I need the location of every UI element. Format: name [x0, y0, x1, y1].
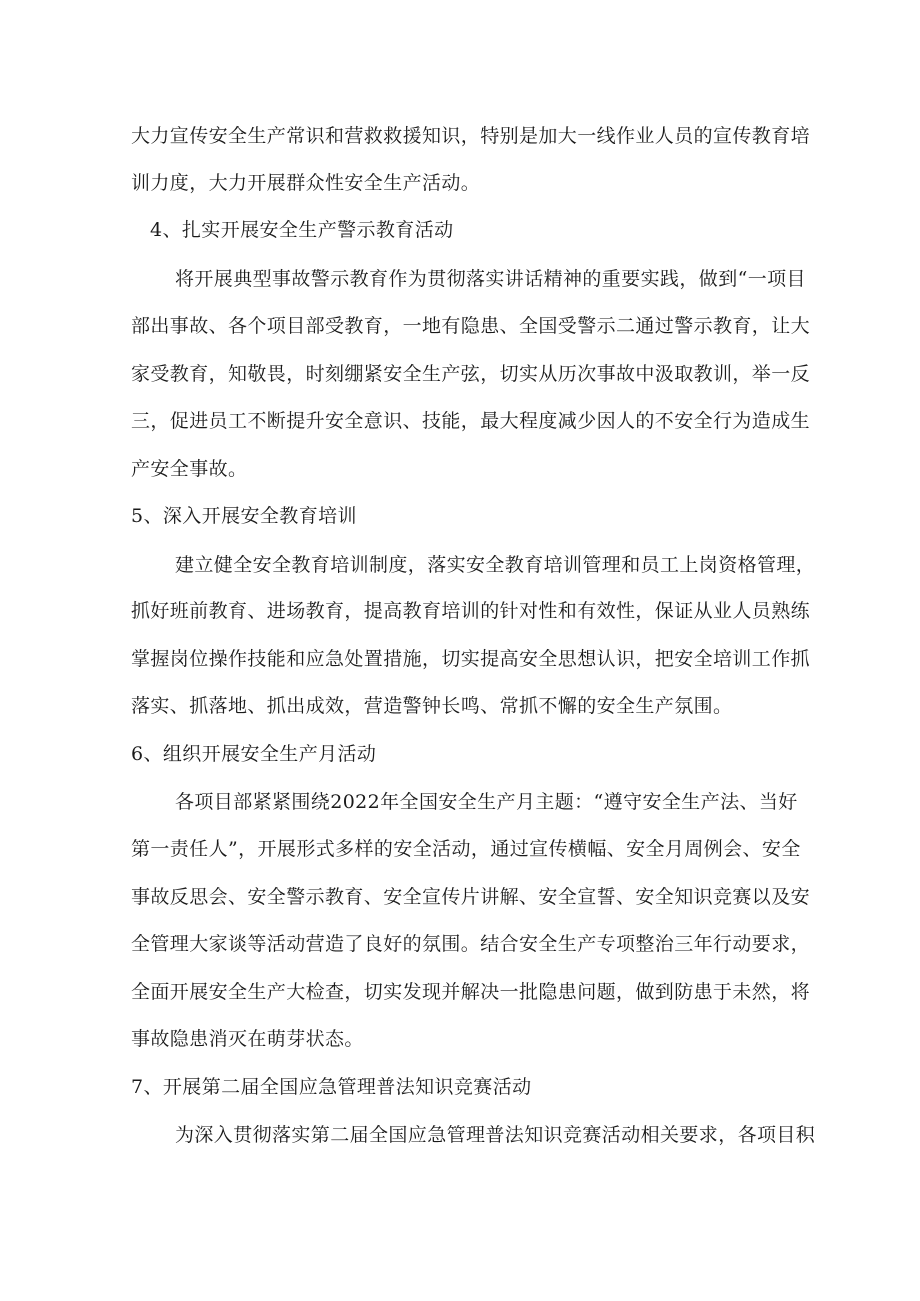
body-line: 三，促进员工不断提升安全意识、技能，最大程度减少因人的不安全行为造成生 [131, 410, 811, 432]
body-line: 大力宣传安全生产常识和营救救援知识，特别是加大一线作业人员的宣传教育培 [131, 125, 811, 147]
body-line: 为深入贯彻落实第二届全国应急管理普法知识竞赛活动相关要求，各项目积 [175, 1124, 816, 1146]
body-line: 全管理大家谈等活动营造了良好的氛围。结合安全生产专项整治三年行动要求， [131, 933, 811, 955]
body-line: 家受教育，知敬畏，时刻绷紧安全生产弦，切实从历次事故中汲取教训，举一反 [131, 363, 811, 385]
body-line: 第一责任人”，开展形式多样的安全活动，通过宣传横幅、安全月周例会、安全 [131, 838, 801, 860]
section-heading: 7、开展第二届全国应急管理普法知识竞赛活动 [131, 1076, 532, 1098]
body-line: 掌握岗位操作技能和应急处置措施，切实提高安全思想认识，把安全培训工作抓 [131, 648, 811, 670]
section-heading: 5、深入开展安全教育培训 [131, 505, 357, 527]
body-line: 训力度，大力开展群众性安全生产活动。 [131, 172, 481, 194]
body-line: 事故反思会、安全警示教育、安全宣传片讲解、安全宣誓、安全知识竞赛以及安 [131, 886, 811, 908]
section-heading: 6、组织开展安全生产月活动 [131, 743, 377, 765]
body-line: 事故隐患消灭在萌芽状态。 [131, 1028, 364, 1050]
section-heading: 4、扎实开展安全生产警示教育活动 [150, 219, 454, 241]
body-line: 落实、抓落地、抓出成效，营造警钟长鸣、常抓不懈的安全生产氛围。 [131, 695, 733, 717]
body-line: 部出事故、各个项目部受教育，一地有隐患、全国受警示二通过警示教育，让大 [131, 315, 811, 337]
body-line: 全面开展安全生产大检查，切实发现并解决一批隐患问题，做到防患于未然，将 [131, 981, 811, 1003]
body-line: 各项目部紧紧围绕2022年全国安全生产月主题：“遵守安全生产法、当好 [175, 791, 798, 813]
body-line: 抓好班前教育、进场教育，提高教育培训的针对性和有效性，保证从业人员熟练 [131, 600, 811, 622]
body-line: 将开展典型事故警示教育作为贯彻落实讲话精神的重要实践，做到“一项目 [175, 268, 806, 290]
body-line: 建立健全安全教育培训制度，落实安全教育培训管理和员工上岗资格管理， [175, 554, 816, 576]
body-line: 产安全事故。 [131, 458, 248, 480]
